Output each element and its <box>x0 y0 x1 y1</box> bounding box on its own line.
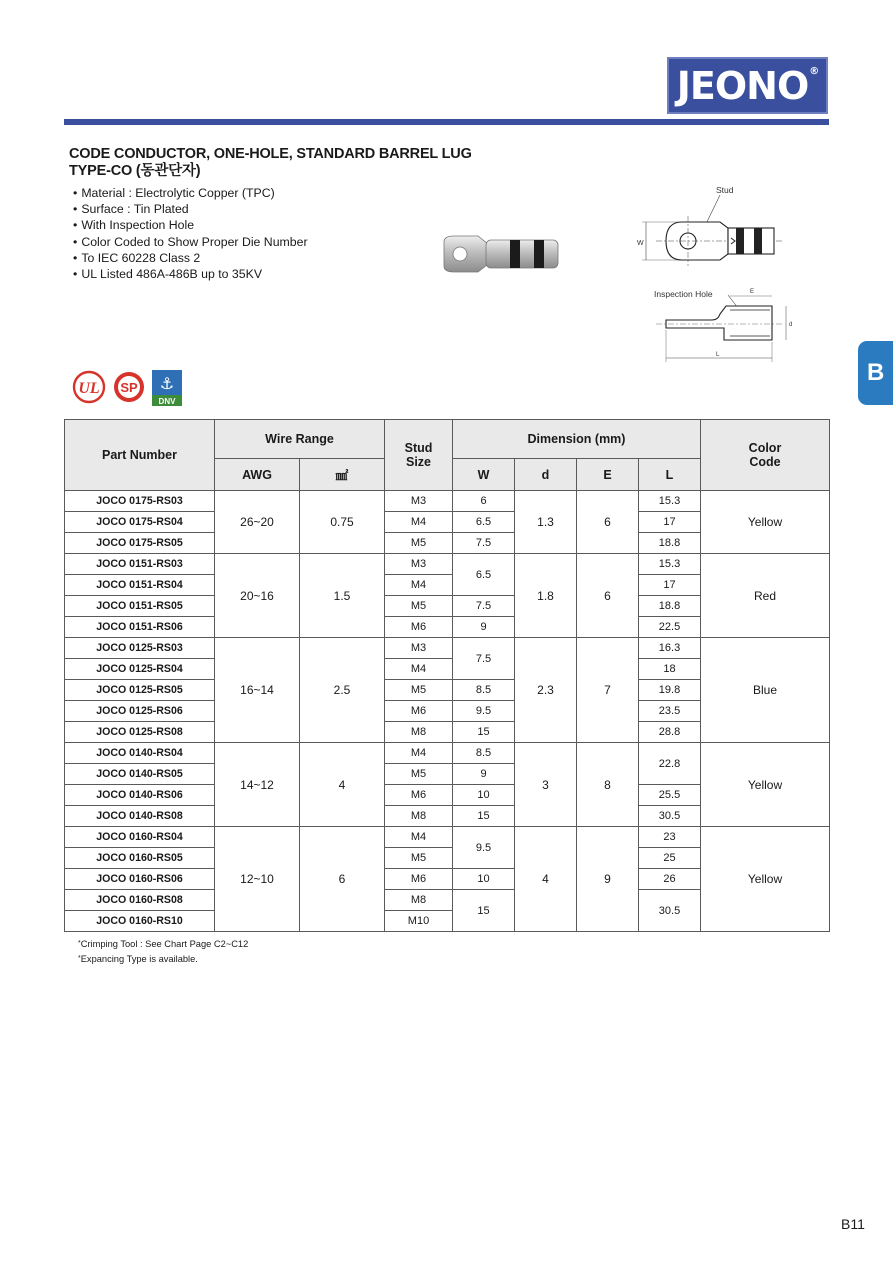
l-cell: 15.3 <box>639 491 701 512</box>
w-cell: 9.5 <box>453 827 515 869</box>
feature-item: • Material : Electrolytic Copper (TPC) <box>73 185 308 201</box>
w-cell: 6 <box>453 491 515 512</box>
header-w: W <box>453 459 515 491</box>
l-cell: 26 <box>639 869 701 890</box>
inspection-hole-label: Inspection Hole <box>654 289 713 299</box>
part-number-cell: JOCO 0151-RS04 <box>65 575 215 596</box>
part-number-cell: JOCO 0175-RS04 <box>65 512 215 533</box>
d-cell: 1.8 <box>515 554 577 638</box>
stud-cell: M3 <box>385 638 453 659</box>
feature-list <box>73 185 308 282</box>
w-cell: 8.5 <box>453 680 515 701</box>
w-cell: 15 <box>453 806 515 827</box>
stud-cell: M6 <box>385 617 453 638</box>
w-dimension-label: W <box>637 240 644 247</box>
l-cell: 18 <box>639 659 701 680</box>
header-rule <box>64 119 829 125</box>
stud-cell: M5 <box>385 596 453 617</box>
l-cell: 15.3 <box>639 554 701 575</box>
stud-cell: M6 <box>385 701 453 722</box>
stud-cell: M6 <box>385 869 453 890</box>
table-row <box>65 554 830 575</box>
csa-mark-text: SP <box>120 380 138 395</box>
w-cell: 15 <box>453 890 515 932</box>
awg-cell: 20~16 <box>215 554 300 638</box>
stud-cell: M5 <box>385 764 453 785</box>
awg-cell: 26~20 <box>215 491 300 554</box>
feature-item: • Color Coded to Show Proper Die Number <box>73 234 308 250</box>
part-number-cell: JOCO 0151-RS05 <box>65 596 215 617</box>
color-code-cell: Blue <box>701 638 830 743</box>
part-number-cell: JOCO 0160-RS10 <box>65 911 215 932</box>
color-code-cell: Yellow <box>701 491 830 554</box>
part-number-cell: JOCO 0140-RS06 <box>65 785 215 806</box>
color-code-cell: Yellow <box>701 743 830 827</box>
w-cell: 7.5 <box>453 533 515 554</box>
title-line-2: TYPE-CO (동관단자) <box>69 163 201 179</box>
feature-item: • UL Listed 486A-486B up to 35KV <box>73 266 308 282</box>
l-cell: 28.8 <box>639 722 701 743</box>
footnote: * Crimping Tool : See Chart Page C2~C12 <box>78 937 248 952</box>
page-number: B11 <box>841 1216 865 1232</box>
d-cell: 2.3 <box>515 638 577 743</box>
header-stud-size: Stud Size <box>385 420 453 491</box>
d-cell: 3 <box>515 743 577 827</box>
part-number-cell: JOCO 0140-RS04 <box>65 743 215 764</box>
mm2-cell: 1.5 <box>300 554 385 638</box>
w-cell: 6.5 <box>453 512 515 533</box>
e-cell: 9 <box>577 827 639 932</box>
l-cell: 17 <box>639 512 701 533</box>
l-cell: 23.5 <box>639 701 701 722</box>
ul-mark-text: UL <box>78 380 100 397</box>
mm2-cell: 2.5 <box>300 638 385 743</box>
header-mm2: ㎟ <box>300 459 385 491</box>
color-code-cell: Red <box>701 554 830 638</box>
part-number-cell: JOCO 0125-RS08 <box>65 722 215 743</box>
e-cell: 6 <box>577 554 639 638</box>
feature-item: • With Inspection Hole <box>73 217 308 233</box>
stud-cell: M4 <box>385 743 453 764</box>
stud-cell: M4 <box>385 575 453 596</box>
part-number-cell: JOCO 0175-RS05 <box>65 533 215 554</box>
w-cell: 7.5 <box>453 638 515 680</box>
stud-cell: M5 <box>385 680 453 701</box>
footnote: * Expancing Type is available. <box>78 952 248 967</box>
feature-item: • To IEC 60228 Class 2 <box>73 250 308 266</box>
l-cell: 18.8 <box>639 596 701 617</box>
awg-cell: 12~10 <box>215 827 300 932</box>
registered-mark: ® <box>809 66 819 77</box>
feature-item: • Surface : Tin Plated <box>73 201 308 217</box>
l-cell: 25 <box>639 848 701 869</box>
stud-cell: M4 <box>385 512 453 533</box>
header-dimension: Dimension (mm) <box>453 420 701 459</box>
e-cell: 6 <box>577 491 639 554</box>
header-wire-range: Wire Range <box>215 420 385 459</box>
stud-cell: M3 <box>385 491 453 512</box>
e-dimension-label: E <box>750 289 755 295</box>
part-number-cell: JOCO 0140-RS05 <box>65 764 215 785</box>
w-cell: 10 <box>453 869 515 890</box>
stud-label: Stud <box>716 185 734 195</box>
l-cell: 30.5 <box>639 890 701 932</box>
part-number-cell: JOCO 0151-RS06 <box>65 617 215 638</box>
jeono-logo <box>667 57 828 114</box>
color-code-cell: Yellow <box>701 827 830 932</box>
header-d: d <box>515 459 577 491</box>
header-l: L <box>639 459 701 491</box>
csa-cert-mark <box>112 370 146 404</box>
part-number-cell: JOCO 0151-RS03 <box>65 554 215 575</box>
stud-cell: M6 <box>385 785 453 806</box>
header-part-number: Part Number <box>65 420 215 491</box>
part-number-cell: JOCO 0160-RS05 <box>65 848 215 869</box>
stud-cell: M5 <box>385 533 453 554</box>
product-title <box>69 146 472 180</box>
brand-name: JEONO <box>676 63 809 108</box>
part-number-cell: JOCO 0160-RS08 <box>65 890 215 911</box>
dnv-cert-mark <box>152 370 182 406</box>
dnv-mark-text: DNV <box>158 397 176 406</box>
footnotes <box>78 937 248 966</box>
l-cell: 22.8 <box>639 743 701 785</box>
part-number-cell: JOCO 0125-RS03 <box>65 638 215 659</box>
part-number-cell: JOCO 0125-RS05 <box>65 680 215 701</box>
awg-cell: 14~12 <box>215 743 300 827</box>
mm2-cell: 4 <box>300 743 385 827</box>
stud-cell: M8 <box>385 722 453 743</box>
lug-product-image <box>440 234 562 274</box>
part-number-cell: JOCO 0160-RS06 <box>65 869 215 890</box>
w-cell: 7.5 <box>453 596 515 617</box>
w-cell: 10 <box>453 785 515 806</box>
d-cell: 4 <box>515 827 577 932</box>
mm2-cell: 6 <box>300 827 385 932</box>
part-number-cell: JOCO 0140-RS08 <box>65 806 215 827</box>
l-cell: 30.5 <box>639 806 701 827</box>
w-cell: 8.5 <box>453 743 515 764</box>
table-row <box>65 827 830 848</box>
table-row <box>65 491 830 512</box>
l-cell: 18.8 <box>639 533 701 554</box>
l-cell: 19.8 <box>639 680 701 701</box>
part-number-cell: JOCO 0160-RS04 <box>65 827 215 848</box>
mm2-cell: 0.75 <box>300 491 385 554</box>
d-dimension-label: d <box>789 322 793 328</box>
d-cell: 1.3 <box>515 491 577 554</box>
stud-cell: M4 <box>385 827 453 848</box>
part-number-cell: JOCO 0175-RS03 <box>65 491 215 512</box>
part-number-cell: JOCO 0125-RS06 <box>65 701 215 722</box>
spec-table <box>64 419 830 932</box>
w-cell: 9 <box>453 617 515 638</box>
title-line-1: CODE CONDUCTOR, ONE-HOLE, STANDARD BARREL LUG <box>69 146 472 162</box>
stud-cell: M4 <box>385 659 453 680</box>
table-row <box>65 638 830 659</box>
anchor-icon: ⚓ <box>159 374 175 393</box>
lug-dimension-diagram <box>632 180 802 370</box>
stud-cell: M10 <box>385 911 453 932</box>
w-cell: 9.5 <box>453 701 515 722</box>
l-cell: 22.5 <box>639 617 701 638</box>
header-e: E <box>577 459 639 491</box>
stud-cell: M8 <box>385 890 453 911</box>
stud-cell: M8 <box>385 806 453 827</box>
e-cell: 8 <box>577 743 639 827</box>
awg-cell: 16~14 <box>215 638 300 743</box>
w-cell: 9 <box>453 764 515 785</box>
header-color-code: Color Code <box>701 420 830 491</box>
ul-cert-mark <box>72 370 106 404</box>
w-cell: 6.5 <box>453 554 515 596</box>
stud-cell: M5 <box>385 848 453 869</box>
l-cell: 16.3 <box>639 638 701 659</box>
w-cell: 15 <box>453 722 515 743</box>
e-cell: 7 <box>577 638 639 743</box>
section-tab-b[interactable]: B <box>858 341 893 405</box>
table-row <box>65 743 830 764</box>
l-cell: 25.5 <box>639 785 701 806</box>
l-cell: 23 <box>639 827 701 848</box>
header-awg: AWG <box>215 459 300 491</box>
l-dimension-label: L <box>716 352 720 358</box>
l-cell: 17 <box>639 575 701 596</box>
stud-cell: M3 <box>385 554 453 575</box>
part-number-cell: JOCO 0125-RS04 <box>65 659 215 680</box>
